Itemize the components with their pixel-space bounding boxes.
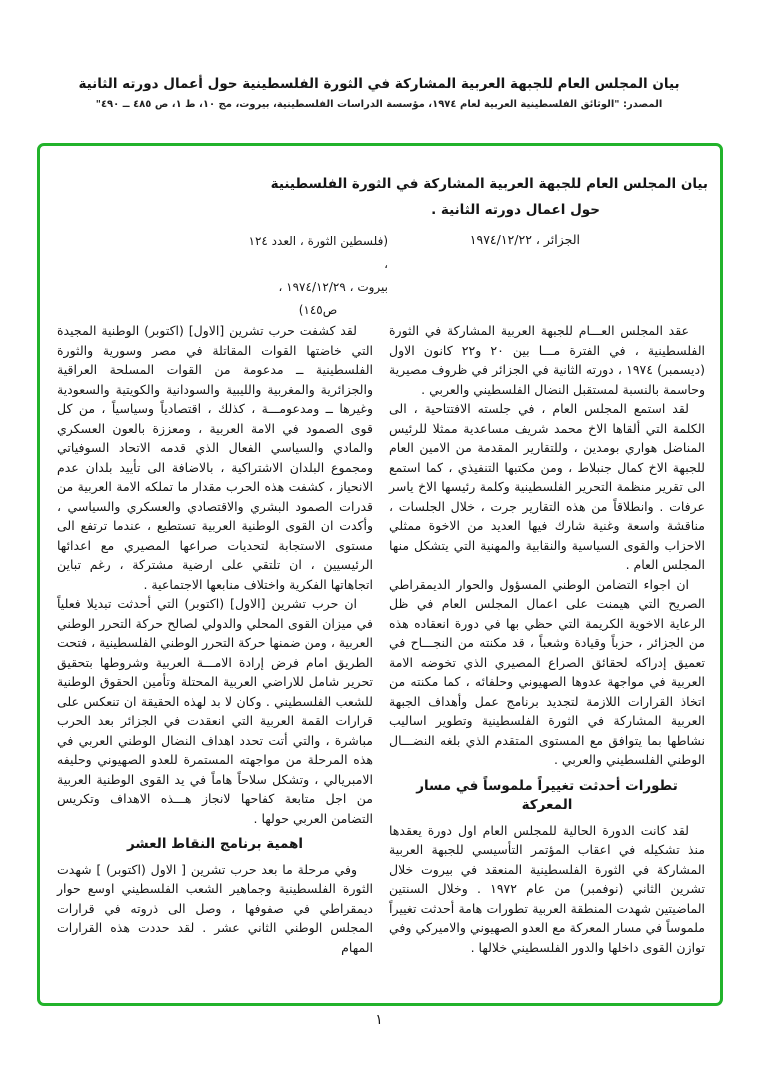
paragraph: ان حرب تشرين [الاول] (اكتوبر) التي أحدثت تبديلا فعلياً في ميزان القوى المحلي والدولي لصالح حركة التحرر الوطني العربية ، ومن ضمنها حركة التحرر الوطني الفلسطينية ، فتحت الطريق امام فرض إرادة الامـــة العربية وشروطها بتحقيق تحرير شامل للاراضي العربية المحتلة وتأمين الحقوق الوطنية للشعب الفلسطيني . وكان لا بد لهذه الحقيقة ان تنعكس على قرارات القمة العربية التي انعقدت في الجزائر بعد الحرب مباشرة ، والتي أتت تحدد اهداف النضال الوطني العربي في هذه المرحلة من مواجهته المستمرة للعدو الصهيوني وحليفه الامبريالي ، وتشكل سلاحاً هاماً في يد القوى الوطنية العربية من اجل متابعة كفاحها لانجاز هـــذه الاهداف وتكريس التضامن العربي حولها . xyxy=(57,596,373,826)
journal-citation xyxy=(248,230,388,322)
page-number: ١ xyxy=(375,1012,383,1028)
body-column-left xyxy=(57,321,373,993)
body-column-right xyxy=(389,321,705,993)
citation-line: بيروت ، ١٩٧٤/١٢/٢٩ ، xyxy=(278,280,388,294)
body-columns xyxy=(55,321,705,993)
paragraph: لقد كانت الدورة الحالية للمجلس العام اول دورة يعقدها منذ تشكيله في اعقاب المؤتمر التأسيسي للجبهة العربية المشاركة في الثورة الفلسطينية المنعقد في بيروت خلال تشرين الثاني (نوفمبر) من عام ١٩٧٢ . وخلال السنتين الماضيتين شهدت المنطقة العربية تطورات هامة أحدثت تغييراً ملموساً في مسار المعركة مع العدو الصهيوني والاميركي وفي توازن القوى داخلها والدور الفلسطيني خلالها . xyxy=(389,822,705,955)
document-title-line1: بيان المجلس العام للجبهة العربية المشاركة في الثورة الفلسطينية xyxy=(270,176,708,192)
source-citation-line: المصدر: "الوثائق الفلسطينية العربية لعام ١٩٧٤، مؤسسة الدراسات الفلسطينية، بيروت، مج ١٠، ط ١، ص ٤٨٥ ــ ٤٩٠" xyxy=(95,99,663,111)
citation-line: ص١٤٥) xyxy=(298,303,338,317)
section-heading: اهمية برنامج النقاط العشر xyxy=(127,836,303,852)
document-frame xyxy=(37,143,723,1006)
dateline: الجزائر ، ١٩٧٤/١٢/٢٢ xyxy=(469,232,580,247)
document-title-line2: حول اعمال دورته الثانية . xyxy=(431,202,600,218)
paragraph: لقد كشفت حرب تشرين [الاول] (اكتوبر) الوطنية المجيدة التي خاضتها القوات المقاتلة في مصر وسورية والثورة الفلسطينية ــ مدعومة من القوات المسلحة العراقية والجزائرية والمغربية والليبية والسودانية والكويتية والسعودية وغيرها ــ ومدعومـــة ، كذلك ، اقتصادياً وسياسياً ، من كل قوى الصمود في الامة العربية ، ومعززة بالعون العسكري والمادي والسياسي الفعال الذي قدمه الاتحاد السوفياتي ومجموع البلدان الاشتراكية ، بالاضافة الى تأييد بلدان عدم الانحياز ، كشفت هذه الحرب مقدار ما تملكه الامة العربية من قدرات الصمود البشري والاقتصادي والعسكري والسياسي ، وأكدت ان القوى الوطنية العربية تستطيع ، عندما ترتفع الى مستوى الاستجابة لتحديات صراعها المصيري مع اعدائها الرئيسيين ، ان تلتقي على ارضية مشتركة ، رغم تباين اتجاهاتها الفكرية واختلاف منابعها الاجتماعية . xyxy=(57,323,373,592)
paragraph: ان اجواء التضامن الوطني المسؤول والحوار الديمقراطي الصريح التي هيمنت على اعمال المجلس العام في ظل الرعاية الاخوية الكريمة التي حظي بها في دورة انعقاده هذه من الجزائر ، حزباً وقيادة وشعباً ، قد مكنته من النجـــاح في تعميق إدراكه لحقائق الصراع المصيري الذي تخوضه الامة العربية في مواجهة عدوها الصهيوني وحلفائه ، كما مكنته من اتخاذ القرارات اللازمة لتجديد برنامج عمل وأهداف الجبهة العربية المشاركة في الثورة الفلسطينية وتطوير اساليب نشاطها بما يتوافق مع المستوى المتقدم الذي بلغه النضـــال الوطني الفلسطيني والعربي . xyxy=(389,576,705,767)
book-header xyxy=(30,74,728,110)
section-heading: تطورات أحدثت تغييراً ملموساً في مسار المعركة xyxy=(416,777,678,813)
paragraph: وفي مرحلة ما بعد حرب تشرين [ الاول (اكتوبر) ] شهدت الثورة الفلسطينية وجماهير الشعب الفلسطيني اوسع حوار ديمقراطي في صفوفها ، وصل الى ذروته في قرارات المجلس الوطني الثاني عشر . لقد حددت هذه القرارات المهام xyxy=(57,861,373,955)
paragraph: لقد استمع المجلس العام ، في جلسته الافتتاحية ، الى الكلمة التي ألقاها الاخ محمد شريف مساعدية ممثلا للرئيس المناضل هواري بومدين ، وللتقارير المقدمة من الامين العام للجبهة الاخ كمال جنبلاط ، ومن مكتبها التنفيذي ، كما استمع الى تقرير منظمة التحرير الفلسطينية وكلمة رئيسها الاخ ياسر عرفات . وانطلاقاً من هذه التقارير جرت ، خلال الجلسات ، مناقشة واسعة وغنية شارك فيها العديد من الاخوة ممثلي الاحزاب والقوى السياسية والنقابية والمهنية التي يتشكل منها المجلس العام . xyxy=(389,401,705,572)
citation-line: (فلسطين الثورة ، العدد ١٢٤ ، xyxy=(248,234,388,271)
book-header-title: بيان المجلس العام للجبهة العربية المشاركة في الثورة الفلسطينية حول أعمال دورته الثانية xyxy=(78,76,680,92)
paragraph: عقد المجلس العـــام للجبهة العربية المشاركة في الثورة الفلسطينية ، في الفترة مـــا بين ٢٠ و٢٢ كانون الاول (ديسمبر) ١٩٧٤ ، دورته الثانية في الجزائر في ظروف مصيرية وحاسمة بالنسبة لمستقبل النضال الفلسطيني والعربي . xyxy=(389,323,705,397)
